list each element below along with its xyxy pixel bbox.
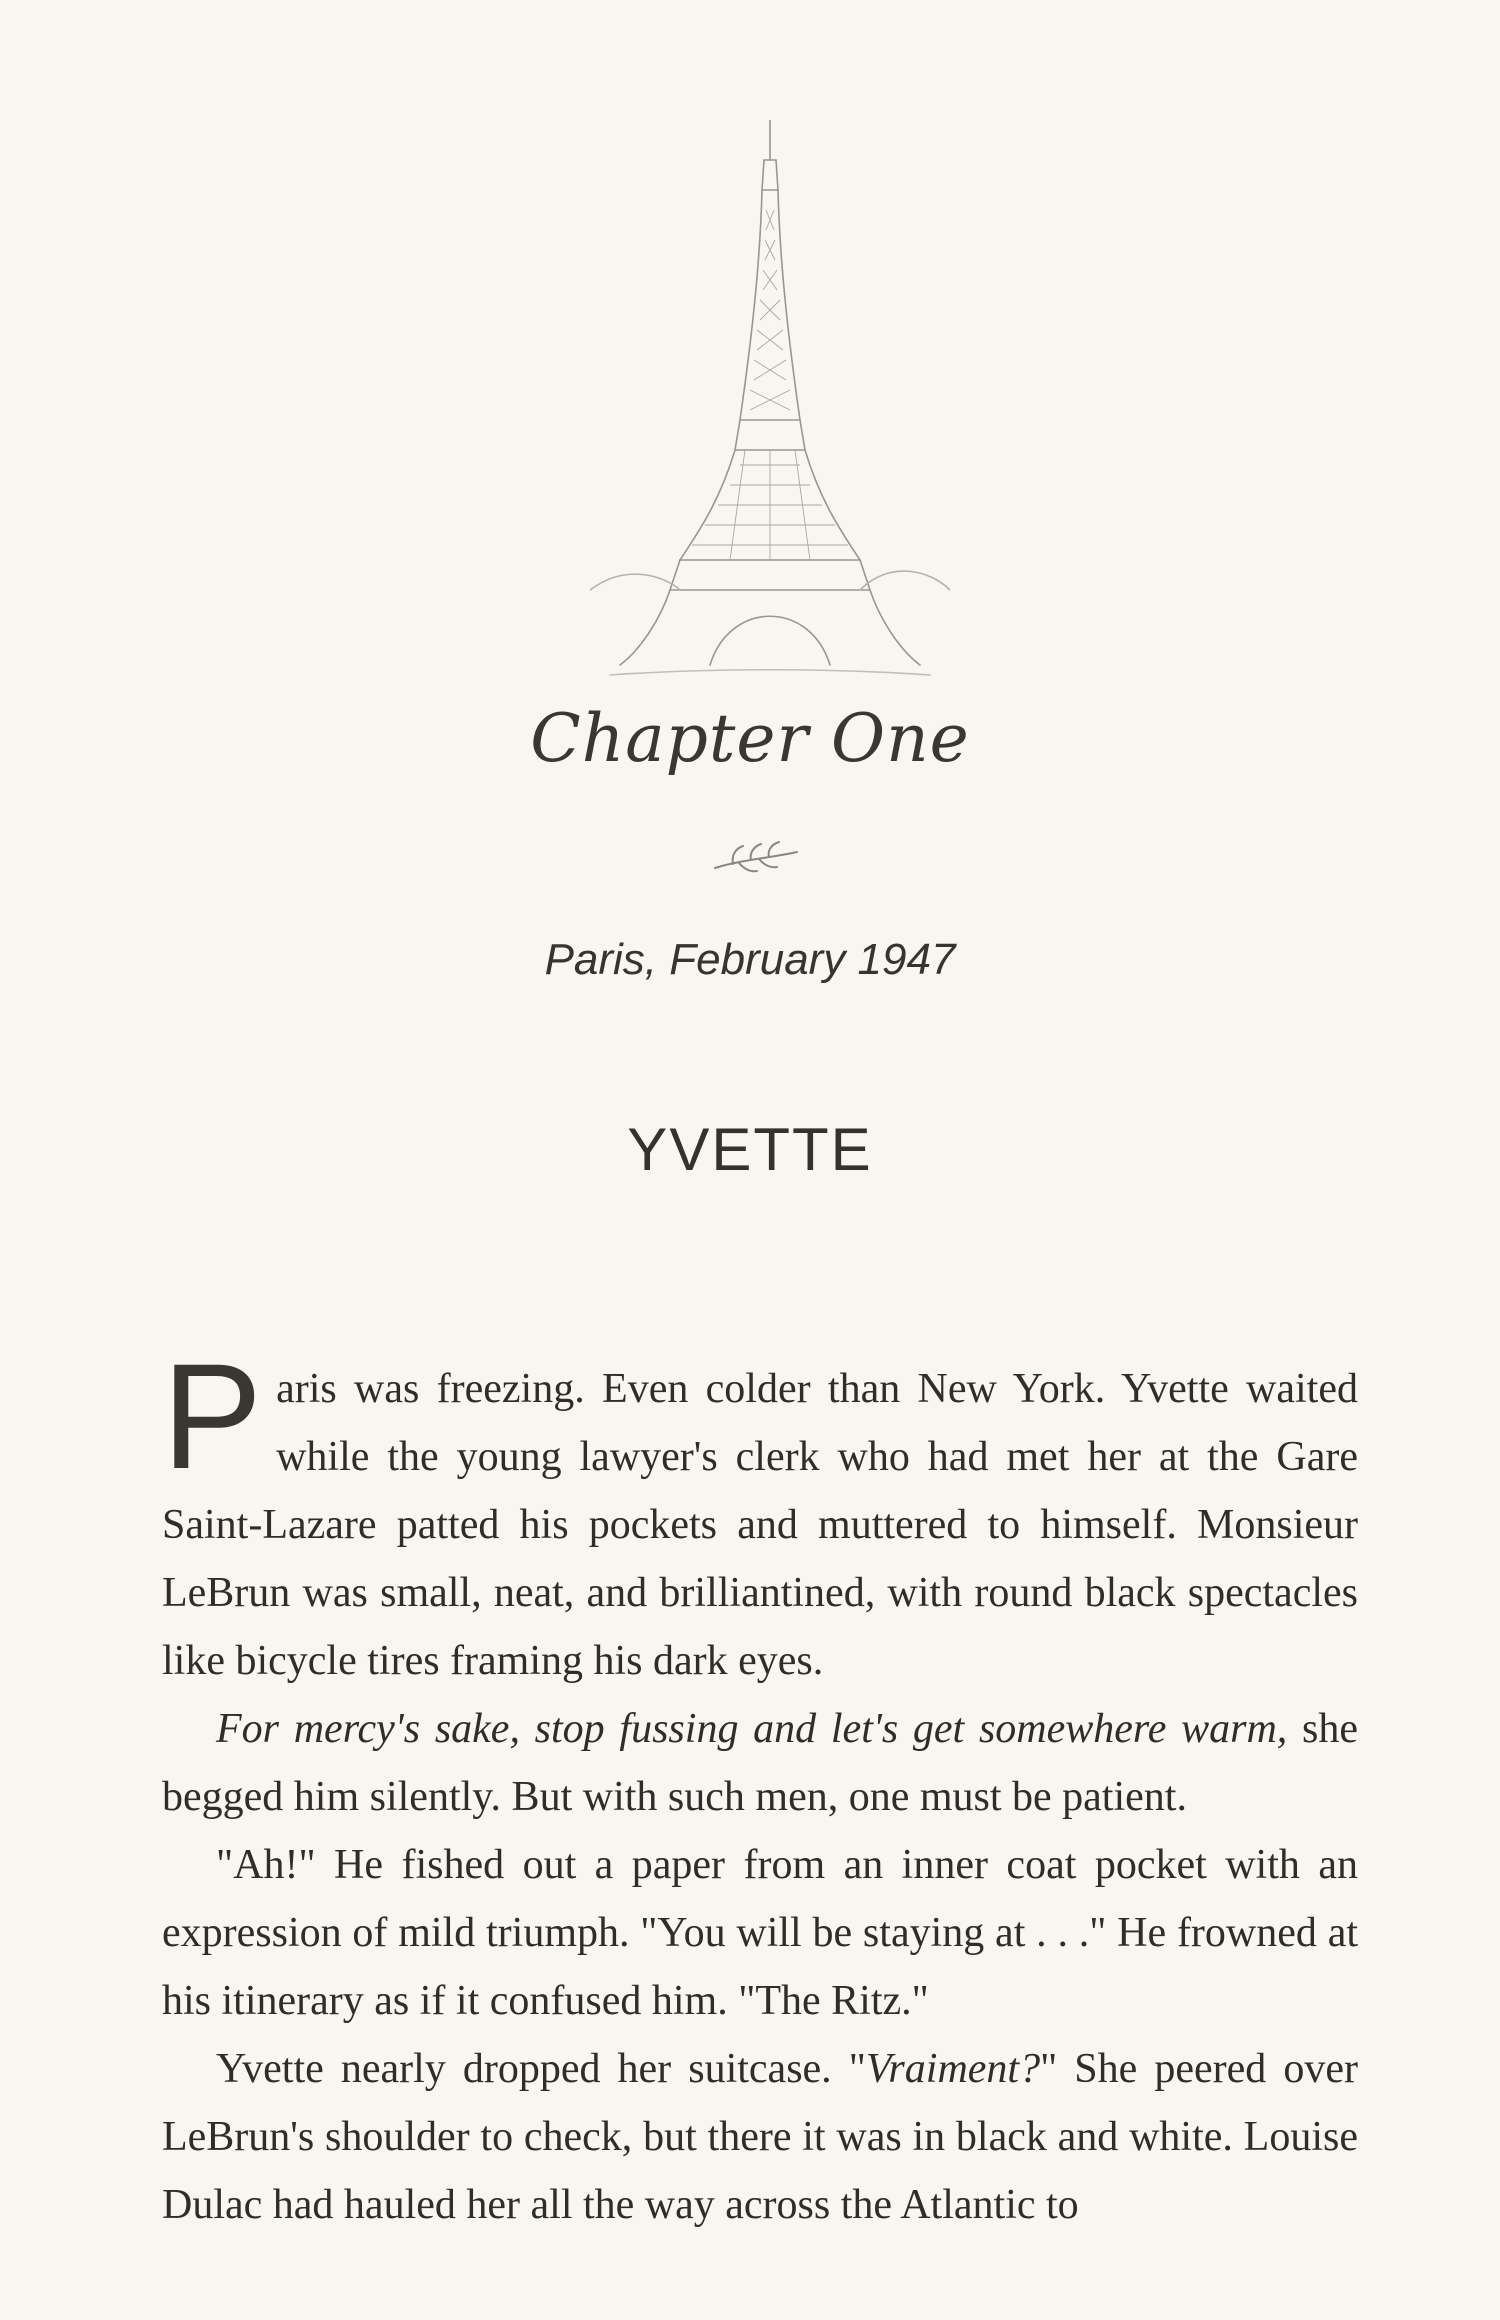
paragraph-4-italic: Vraiment?	[865, 2046, 1041, 2092]
eiffel-tower-sketch-icon	[590, 120, 950, 680]
paragraph-4-text-a: Yvette nearly dropped her suitcase. "	[216, 2046, 866, 2092]
paragraph-4	[162, 2035, 1358, 2239]
leaf-sprig-icon	[705, 840, 805, 880]
paragraph-4-text-b: " She peered over LeBrun's shoulder to check, but there it was in black and white. Louise Dulac had hauled her all the way across the Atlantic to	[162, 2046, 1358, 2228]
chapter-body	[162, 1332, 1358, 2239]
drop-cap: P	[162, 1332, 263, 1500]
chapter-narrator: YVETTE	[627, 1116, 873, 1183]
chapter-place-date: Paris, February 1947	[544, 935, 956, 984]
paragraph-2-text: she begged him silently. But with such men, one must be patient.	[162, 1706, 1358, 1820]
paragraph-1-text: aris was freezing. Even colder than New York. Yvette waited while the young lawyer's clerk who had met her at the Gare Saint-Lazare patted his pockets and muttered to himself. Monsieur LeBrun was small, neat, and brilliantined, with round black spectacles like bicycle tires framing his dark eyes.	[162, 1366, 1358, 1684]
paragraph-1	[162, 1332, 1358, 1695]
paragraph-2-italic: For mercy's sake, stop fussing and let's get somewhere warm,	[216, 1706, 1288, 1752]
chapter-title: Chapter One	[530, 700, 970, 777]
paragraph-3: "Ah!" He fished out a paper from an inner coat pocket with an expression of mild triumph. "You will be staying at . . ." He frowned at his itinerary as if it confused him. "The Ritz."	[162, 1842, 1358, 2024]
paragraph-2	[162, 1695, 1358, 1831]
